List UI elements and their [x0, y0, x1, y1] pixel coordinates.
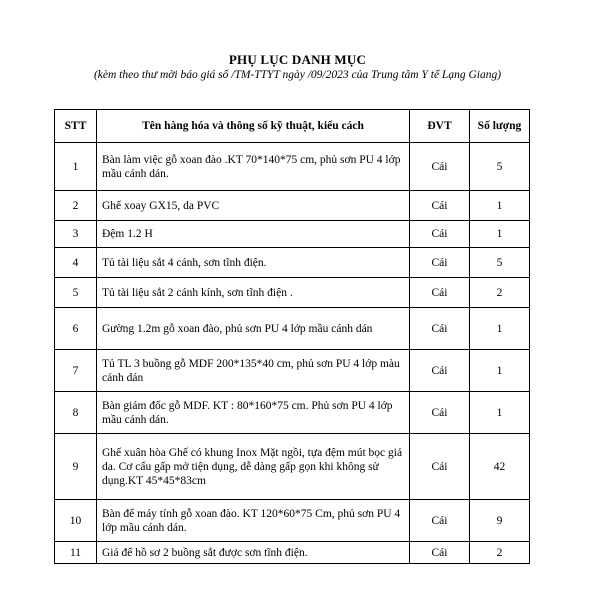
column-header-quantity: Số lượng: [470, 110, 530, 143]
table-row: [55, 191, 530, 221]
row-name: Bàn giám đốc gỗ MDF. KT : 80*160*75 cm. Phủ sơn PU 4 lớp mầu cánh dán.: [97, 392, 410, 434]
column-header-name: Tên hàng hóa và thông số kỹ thuật, kiểu cách: [97, 110, 410, 143]
row-unit: Cái: [410, 542, 470, 564]
row-stt: 10: [55, 500, 97, 542]
row-unit: Cái: [410, 434, 470, 500]
table-header-row: [55, 110, 530, 143]
row-name: Tủ tài liệu sắt 4 cánh, sơn tĩnh điện.: [97, 248, 410, 278]
row-name: Gường 1.2m gỗ xoan đào, phủ sơn PU 4 lớp mầu cánh dán: [97, 308, 410, 350]
row-unit: Cái: [410, 308, 470, 350]
row-stt: 3: [55, 221, 97, 248]
row-name: Bàn để máy tính gỗ xoan đào. KT 120*60*75 Cm, phủ sơn PU 4 lớp mầu cánh dán.: [97, 500, 410, 542]
document-title: PHỤ LỤC DANH MỤC: [228, 52, 367, 67]
row-stt: 5: [55, 278, 97, 308]
row-quantity: 1: [470, 392, 530, 434]
row-name: Ghế xoay GX15, da PVC: [97, 191, 410, 221]
row-unit: Cái: [410, 278, 470, 308]
row-quantity: 2: [470, 542, 530, 564]
row-quantity: 1: [470, 350, 530, 392]
table-row: [55, 143, 530, 191]
row-name: Bàn làm việc gỗ xoan đào .KT 70*140*75 cm, phủ sơn PU 4 lớp mầu cánh dán.: [97, 143, 410, 191]
row-name: Đệm 1.2 H: [97, 221, 410, 248]
table-row: [55, 350, 530, 392]
row-stt: 6: [55, 308, 97, 350]
column-header-unit: ĐVT: [410, 110, 470, 143]
row-stt: 11: [55, 542, 97, 564]
row-quantity: 42: [470, 434, 530, 500]
row-name: Giá để hồ sơ 2 buồng sắt được sơn tĩnh điện.: [97, 542, 410, 564]
row-name: Tủ tài liệu sắt 2 cánh kính, sơn tĩnh điện .: [97, 278, 410, 308]
document-subtitle: (kèm theo thư mời báo giá số /TM-TTYT ngày /09/2023 của Trung tâm Y tế Lạng Giang): [93, 69, 502, 81]
row-unit: Cái: [410, 191, 470, 221]
row-stt: 2: [55, 191, 97, 221]
row-stt: 1: [55, 143, 97, 191]
row-unit: Cái: [410, 500, 470, 542]
table-row: [55, 434, 530, 500]
table-row: [55, 392, 530, 434]
row-unit: Cái: [410, 350, 470, 392]
row-unit: Cái: [410, 143, 470, 191]
row-stt: 8: [55, 392, 97, 434]
column-header-stt: STT: [55, 110, 97, 143]
row-quantity: 9: [470, 500, 530, 542]
row-unit: Cái: [410, 248, 470, 278]
row-unit: Cái: [410, 221, 470, 248]
row-stt: 7: [55, 350, 97, 392]
row-quantity: 5: [470, 143, 530, 191]
row-stt: 9: [55, 434, 97, 500]
row-quantity: 5: [470, 248, 530, 278]
row-quantity: 1: [470, 221, 530, 248]
row-quantity: 1: [470, 308, 530, 350]
product-table: [54, 109, 530, 564]
row-stt: 4: [55, 248, 97, 278]
table-row: [55, 308, 530, 350]
row-quantity: 1: [470, 191, 530, 221]
table-row: [55, 500, 530, 542]
table-row: [55, 248, 530, 278]
table-row: [55, 542, 530, 564]
table-row: [55, 221, 530, 248]
table-row: [55, 278, 530, 308]
row-name: Tủ TL 3 buồng gỗ MDF 200*135*40 cm, phủ sơn PU 4 lớp màu cánh dán: [97, 350, 410, 392]
row-name: Ghế xuân hòa Ghế có khung Inox Mặt ngồi, tựa đệm mút bọc giả da. Cơ cấu gấp mở tiện dụng, dễ dàng gấp gọn khi không sử dụng.KT 45*45*83cm: [97, 434, 410, 500]
row-quantity: 2: [470, 278, 530, 308]
row-unit: Cái: [410, 392, 470, 434]
